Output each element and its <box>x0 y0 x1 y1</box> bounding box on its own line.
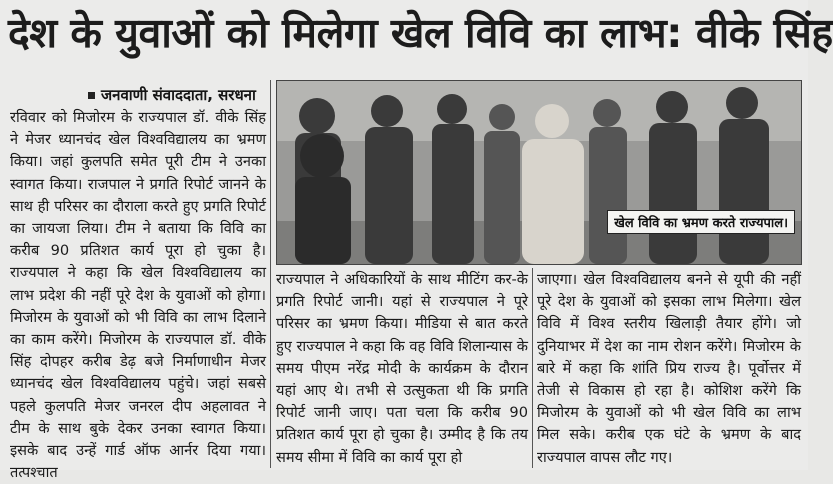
article-column-3: जाएगा। खेल विश्वविद्यालय बनने से यूपी की नहीं पूरे देश के युवाओं को इसका लाभ मिलेगा। खेल विवि में विश्व स्तरीय खिलाड़ी तैयार होंगे। जो दुनियाभर में देश का नाम रोशन करेंगे। मिजोरम के बारे में कहा कि शांति प्रिय राज्य है। पूर्वोत्तर में तेजी से विकास हो रहा है। कोशिश करेंगे कि मिजोरम के युवाओं को भी खेल विवि का लाभ मिल सके। करीब एक घंटे के भ्रमण के बाद राज्यपाल वापस लौट गए। <box>537 271 801 466</box>
byline-text: जनवाणी संवाददाता, सरधना <box>101 86 256 104</box>
bullet-icon <box>88 92 95 99</box>
column-divider <box>532 268 533 468</box>
photo-illustration <box>277 81 801 264</box>
photo-caption: खेल विवि का भ्रमण करते राज्यपाल। <box>607 210 795 234</box>
column-divider <box>270 80 271 468</box>
headline: देश के युवाओं को मिलेगा खेल विवि का लाभ: वीके सिंह <box>8 9 833 57</box>
news-photo <box>276 80 802 265</box>
article-column-2: राज्यपाल ने अधिकारियों के साथ मीटिंग कर-के प्रगति रिपोर्ट जानी। यहां से राज्यपाल ने पूरे परिसर का भ्रमण किया। मीडिया से बात करते हुए राज्यपाल ने कहा कि वह विवि शिलान्यास के समय पीएम नरेंद्र मोदी के कार्यक्रम के दौरान यहां आए थे। तभी से उत्सुकता थी कि प्रगति रिपोर्ट जानी जाए। पता चला कि करीब 90 प्रतिशत कार्य पूरा हो चुका है। उम्मीद है कि तय समय सीमा में विवि का कार्य पूरा हो <box>276 271 528 466</box>
byline <box>88 84 278 106</box>
article-column-1: रविवार को मिजोरम के राज्यपाल डॉ. वीके सिंह ने मेजर ध्यानचंद खेल विश्वविद्यालय का भ्रमण किया। जहां कुलपति समेत पूरी टीम ने उनका स्वागत किया। राजपाल ने प्रगति रिपोर्ट जानने के साथ ही परिसर का दौराला करते हुए प्रगति रिपोर्ट का जायजा लिया। टीम ने बताया कि विवि का करीब 90 प्रतिशत कार्य पूरा हो चुका है। राज्यपाल ने कहा कि खेल विश्वविद्यालय का लाभ प्रदेश की नहीं पूरे देश के युवाओं को होगा। मिजोरम के युवाओं को भी विवि का लाभ दिलाने का काम करेंगे। मिजोरम के राज्यपाल डॉ. वीके सिंह दोपहर करीब डेढ़ बजे निर्माणाधीन मेजर ध्यानचंद खेल विश्वविद्यालय पहुंचे। जहां सबसे पहले कुलपति मेजर जनरल दीप अहलावत ने टीम के साथ बुके देकर उनका स्वागत किया। इसके बाद उन्हें गार्ड ऑफ आर्नर दिया गया। तत्पश्चात <box>10 109 266 482</box>
